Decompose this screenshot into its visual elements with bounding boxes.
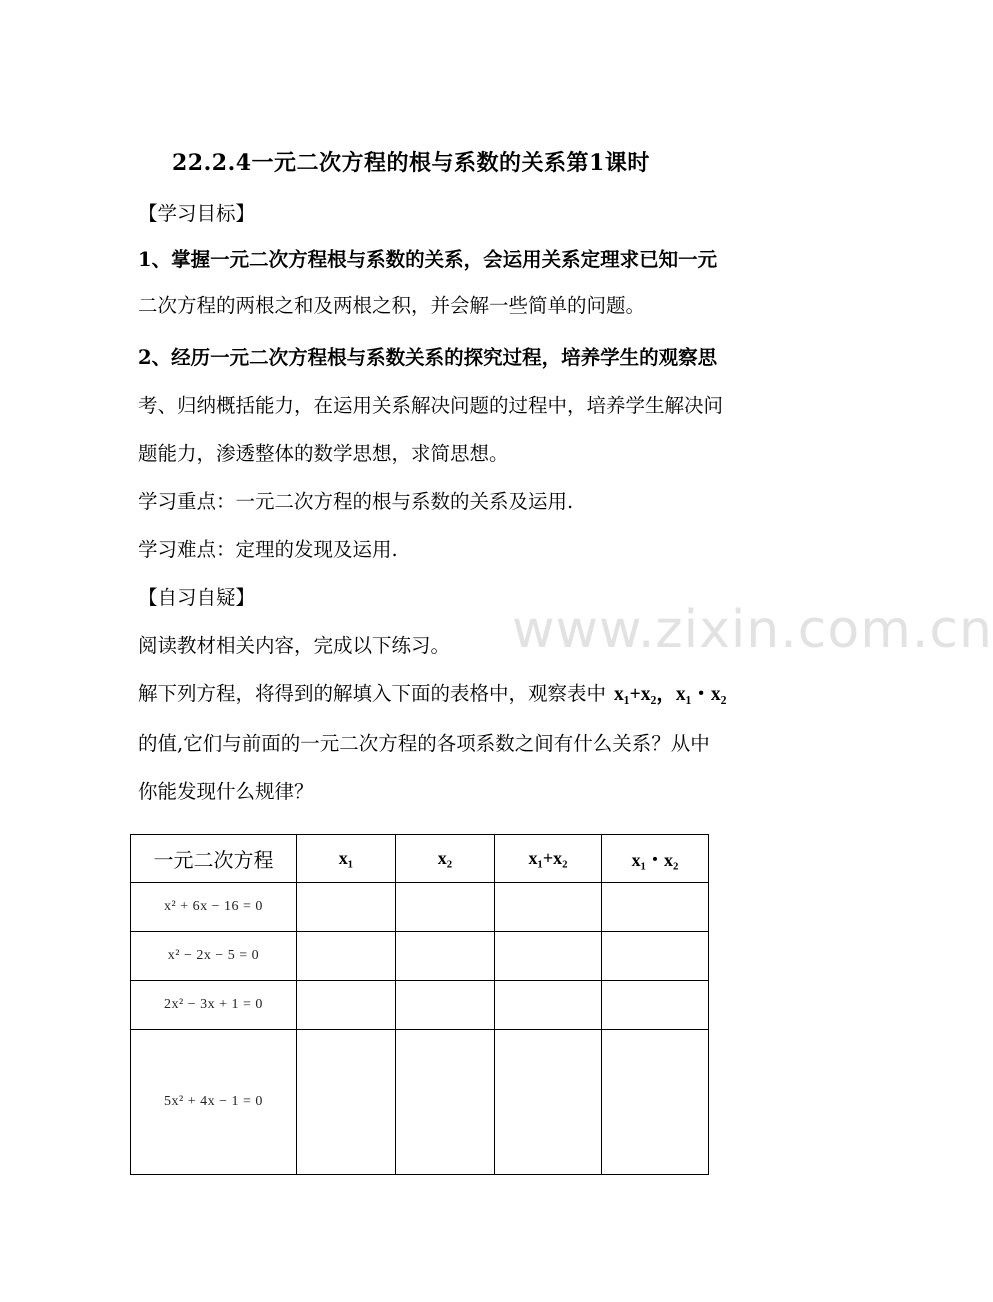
product-cell[interactable] (602, 1030, 709, 1175)
task-line-1-text: 解下列方程，将得到的解填入下面的表格中，观察表中 (138, 682, 607, 705)
table-row (131, 1030, 709, 1175)
sum-cell[interactable] (495, 1030, 602, 1175)
objective-2-line-2: 考、归纳概括能力，在运用关系解决问题的过程中，培养学生解决问 (138, 394, 724, 417)
equation-cell: x² − 2x − 5 = 0 (131, 932, 297, 981)
table-row (131, 883, 709, 932)
task-line-1-expression: x₁+x₂，x₁・x₂ (614, 684, 727, 705)
key-point: 学习重点：一元二次方程的根与系数的关系及运用. (138, 490, 574, 513)
sum-cell[interactable] (495, 883, 602, 932)
equation-cell: 5x² + 4x − 1 = 0 (131, 1030, 297, 1175)
sum-cell[interactable] (495, 981, 602, 1030)
objective-1-line-2: 二次方程的两根之和及两根之积，并会解一些简单的问题。 (138, 294, 646, 317)
watermark: www.zixin.com.cn (512, 600, 993, 660)
x2-cell[interactable] (396, 883, 495, 932)
x2-cell[interactable] (396, 932, 495, 981)
task-line-2: 的值,它们与前面的一元二次方程的各项系数之间有什么关系？从中 (138, 732, 710, 755)
x1-cell[interactable] (297, 981, 396, 1030)
table-header-row (131, 835, 709, 883)
objective-1-line-1: 1、掌握一元二次方程根与系数的关系，会运用关系定理求已知一元 (138, 248, 718, 271)
header-x2: x₂ (396, 835, 495, 883)
product-cell[interactable] (602, 981, 709, 1030)
x2-cell[interactable] (396, 1030, 495, 1175)
task-line-3: 你能发现什么规律？ (138, 780, 314, 803)
selfstudy-heading: 【自习自疑】 (138, 586, 256, 609)
roots-table (130, 834, 709, 1175)
product-cell[interactable] (602, 932, 709, 981)
table-row (131, 932, 709, 981)
table-row (131, 981, 709, 1030)
reading-instruction: 阅读教材相关内容，完成以下练习。 (138, 634, 451, 657)
equation-cell: x² + 6x − 16 = 0 (131, 883, 297, 932)
header-x1: x₁ (297, 835, 396, 883)
x1-cell[interactable] (297, 932, 396, 981)
difficulty: 学习难点：定理的发现及运用. (138, 538, 398, 561)
equation-cell: 2x² − 3x + 1 = 0 (131, 981, 297, 1030)
objectives-heading: 【学习目标】 (138, 202, 256, 225)
product-cell[interactable] (602, 883, 709, 932)
objective-2-line-3: 题能力，渗透整体的数学思想，求简思想。 (138, 442, 509, 465)
sum-cell[interactable] (495, 932, 602, 981)
task-line-1 (138, 678, 727, 706)
x1-cell[interactable] (297, 883, 396, 932)
document-title: 22.2.4一元二次方程的根与系数的关系第1课时 (172, 150, 650, 176)
header-product: x₁・x₂ (602, 835, 709, 883)
x1-cell[interactable] (297, 1030, 396, 1175)
header-sum: x₁+x₂ (495, 835, 602, 883)
x2-cell[interactable] (396, 981, 495, 1030)
header-equation: 一元二次方程 (131, 835, 297, 883)
objective-2-line-1: 2、经历一元二次方程根与系数关系的探究过程，培养学生的观察思 (138, 346, 718, 369)
